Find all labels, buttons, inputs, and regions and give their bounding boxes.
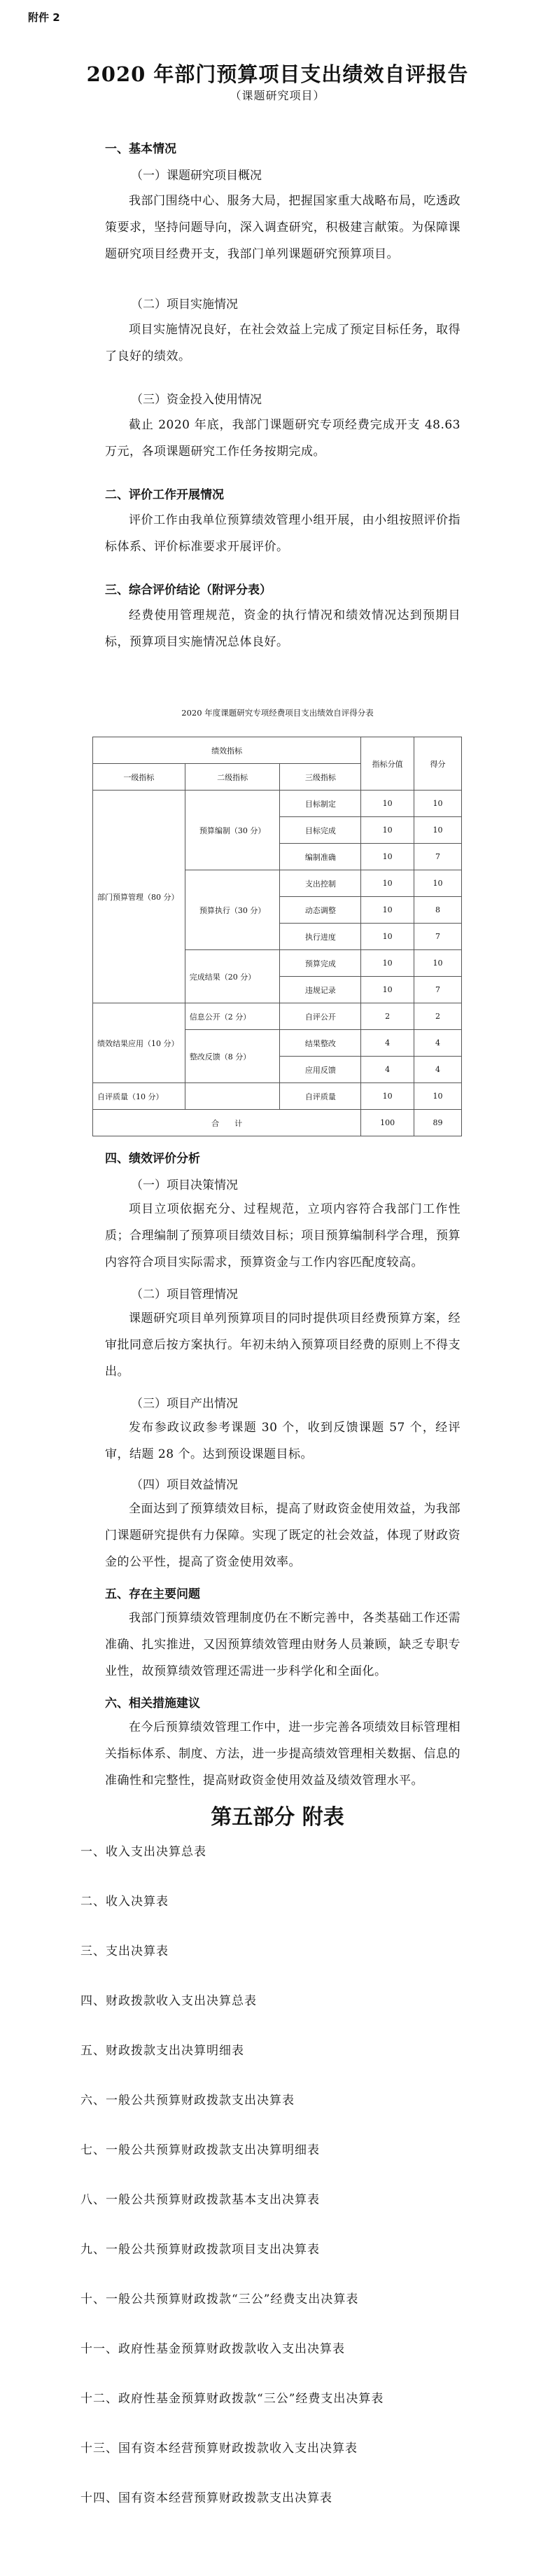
- level2-cell: 完成结果（20 分）: [185, 950, 280, 1003]
- weight-cell: 10: [361, 844, 414, 870]
- header-level1: 一级指标: [93, 764, 185, 791]
- section-1-2-text: 项目实施情况良好，在社会效益上完成了预定目标任务，取得了良好的绩效。: [105, 323, 461, 363]
- section-1-heading: 一、基本情况: [105, 142, 176, 156]
- weight-cell: 10: [361, 791, 414, 817]
- appendix-item: 十、一般公共预算财政拨款“三公”经费支出决算表: [80, 2292, 359, 2306]
- weight-cell: 4: [361, 1030, 414, 1057]
- table-row: [93, 791, 462, 817]
- table-row: [93, 1083, 462, 1110]
- level2-cell: 预算编制（30 分）: [185, 791, 280, 870]
- section-1-1-text: 我部门围绕中心、服务大局，把握国家重大战略布局，吃透政策要求，坚持问题导向，深入调查研究，积极建言献策。为保障课题研究项目经费开支，我部门单列课题研究预算项目。: [105, 194, 461, 261]
- level1-cell: 绩效结果应用（10 分）: [93, 1003, 185, 1083]
- score-cell: 2: [414, 1003, 462, 1030]
- level2-cell: [185, 1083, 280, 1110]
- score-cell: 10: [414, 1083, 462, 1110]
- score-cell: 7: [414, 844, 462, 870]
- level3-cell: 目标制定: [280, 791, 361, 817]
- section-2-text: 评价工作由我单位预算绩效管理小组开展，由小组按照评价指标体系、评价标准要求开展评价。: [105, 513, 461, 554]
- score-cell: 10: [414, 950, 462, 977]
- weight-cell: 10: [361, 870, 414, 897]
- total-label: 合 计: [93, 1110, 361, 1136]
- section-5-heading: 五、存在主要问题: [105, 1587, 200, 1601]
- appendix-item: 十一、政府性基金预算财政拨款收入支出决算表: [80, 2342, 345, 2356]
- section-4-3-heading: （三）项目产出情况: [131, 1397, 238, 1411]
- level3-cell: 应用反馈: [280, 1057, 361, 1083]
- weight-cell: 10: [361, 924, 414, 950]
- section-4-2-text: 课题研究项目单列预算项目的同时提供项目经费预算方案，经审批同意后按方案执行。年初未纳入预算项目经费的原则上不得支出。: [105, 1311, 461, 1379]
- appendix-item: 二、收入决算表: [80, 1895, 169, 1909]
- appendix-item: 十四、国有资本经营预算财政拨款支出决算表: [80, 2491, 332, 2505]
- header-weight: 指标分值: [361, 737, 414, 791]
- total-row: [93, 1110, 462, 1136]
- level2-cell: 预算执行（30 分）: [185, 870, 280, 950]
- weight-cell: 10: [361, 977, 414, 1003]
- part5-title: 第五部分 附表: [211, 1805, 344, 1830]
- weight-cell: 10: [361, 1083, 414, 1110]
- section-1-3-text: 截止 2020 年底，我部门课题研究专项经费完成开支 48.63 万元，各项课题研究工作任务按期完成。: [105, 418, 461, 459]
- appendix-item: 十二、政府性基金预算财政拨款“三公”经费支出决算表: [80, 2392, 384, 2406]
- table-row: [93, 1003, 462, 1030]
- score-table: [92, 737, 462, 1136]
- appendix-item: 九、一般公共预算财政拨款项目支出决算表: [80, 2243, 320, 2257]
- appendix-item: 三、支出决算表: [80, 1944, 169, 1958]
- section-1-2-heading: （二）项目实施情况: [131, 298, 238, 312]
- level3-cell: 违规记录: [280, 977, 361, 1003]
- weight-cell: 4: [361, 1057, 414, 1083]
- weight-cell: 10: [361, 950, 414, 977]
- header-level3: 三级指标: [280, 764, 361, 791]
- level1-cell: 自评质量（10 分）: [93, 1083, 185, 1110]
- level2-cell: 整改反馈（8 分）: [185, 1030, 280, 1083]
- weight-cell: 2: [361, 1003, 414, 1030]
- appendix-item: 四、财政拨款收入支出决算总表: [80, 1994, 257, 2008]
- section-1-1-heading: （一）课题研究项目概况: [131, 169, 262, 183]
- section-4-heading: 四、绩效评价分析: [105, 1152, 200, 1166]
- section-2-heading: 二、评价工作开展情况: [105, 488, 224, 502]
- level3-cell: 预算完成: [280, 950, 361, 977]
- level1-cell: 部门预算管理（80 分）: [93, 791, 185, 1003]
- weight-cell: 10: [361, 817, 414, 844]
- total-score: 89: [414, 1110, 462, 1136]
- score-cell: 8: [414, 897, 462, 924]
- section-1-3-heading: （三）资金投入使用情况: [131, 393, 262, 407]
- section-6-text: 在今后预算绩效管理工作中，进一步完善各项绩效目标管理相关指标体系、制度、方法，进一步提高绩效管理相关数据、信息的准确性和完整性，提高财政资金使用效益及绩效管理水平。: [105, 1720, 461, 1788]
- appendix-item: 七、一般公共预算财政拨款支出决算明细表: [80, 2143, 320, 2157]
- score-cell: 10: [414, 817, 462, 844]
- section-3-heading: 三、综合评价结论（附评分表）: [105, 583, 272, 597]
- level3-cell: 编制准确: [280, 844, 361, 870]
- section-4-1-text: 项目立项依据充分、过程规范，立项内容符合我部门工作性质；合理编制了预算项目绩效目标；项目预算编制科学合理，预算内容符合项目实际需求，预算资金与工作内容匹配度较高。: [105, 1202, 461, 1269]
- section-4-4-heading: （四）项目效益情况: [131, 1478, 238, 1492]
- level3-cell: 结果整改: [280, 1030, 361, 1057]
- report-title: 2020 年部门预算项目支出绩效自评报告: [86, 62, 469, 86]
- level3-cell: 动态调整: [280, 897, 361, 924]
- score-cell: 7: [414, 924, 462, 950]
- score-cell: 7: [414, 977, 462, 1003]
- score-cell: 10: [414, 791, 462, 817]
- appendix-item: 一、收入支出决算总表: [80, 1845, 206, 1859]
- section-4-4-text: 全面达到了预算绩效目标，提高了财政资金使用效益，为我部门课题研究提供有力保障。实现了既定的社会效益，体现了财政资金的公平性，提高了资金使用效率。: [105, 1502, 461, 1569]
- section-6-heading: 六、相关措施建议: [105, 1697, 200, 1711]
- header-level2: 二级指标: [185, 764, 280, 791]
- score-cell: 4: [414, 1057, 462, 1083]
- section-5-text: 我部门预算绩效管理制度仍在不断完善中，各类基础工作还需准确、扎实推进，又因预算绩效管理由财务人员兼顾，缺乏专职专业性，故预算绩效管理还需进一步科学化和全面化。: [105, 1611, 461, 1678]
- appendix-item: 五、财政拨款支出决算明细表: [80, 2044, 244, 2058]
- score-cell: 10: [414, 870, 462, 897]
- report-subtitle: （课题研究项目）: [230, 89, 325, 102]
- header-score: 得分: [414, 737, 462, 791]
- attachment-label: 附件 2: [28, 11, 60, 24]
- level2-cell: 信息公开（2 分）: [185, 1003, 280, 1030]
- appendix-item: 六、一般公共预算财政拨款支出决算表: [80, 2094, 295, 2108]
- section-3-text: 经费使用管理规范，资金的执行情况和绩效情况达到预期目标，预算项目实施情况总体良好。: [105, 608, 461, 649]
- appendix-item: 八、一般公共预算财政拨款基本支出决算表: [80, 2193, 320, 2207]
- level3-cell: 目标完成: [280, 817, 361, 844]
- appendix-item: 十三、国有资本经营预算财政拨款收入支出决算表: [80, 2442, 358, 2456]
- level3-cell: 支出控制: [280, 870, 361, 897]
- level3-cell: 自评公开: [280, 1003, 361, 1030]
- total-weight: 100: [361, 1110, 414, 1136]
- score-table-title: 2020 年度课题研究专项经费项目支出绩效自评得分表: [181, 708, 374, 718]
- score-cell: 4: [414, 1030, 462, 1057]
- level3-cell: 执行进度: [280, 924, 361, 950]
- section-4-2-heading: （二）项目管理情况: [131, 1288, 238, 1302]
- level3-cell: 自评质量: [280, 1083, 361, 1110]
- section-4-1-heading: （一）项目决策情况: [131, 1178, 238, 1192]
- weight-cell: 10: [361, 897, 414, 924]
- section-4-3-text: 发布参政议政参考课题 30 个，收到反馈课题 57 个，经评审，结题 28 个。达到预设课题目标。: [105, 1421, 461, 1461]
- header-indicators: 绩效指标: [93, 737, 361, 764]
